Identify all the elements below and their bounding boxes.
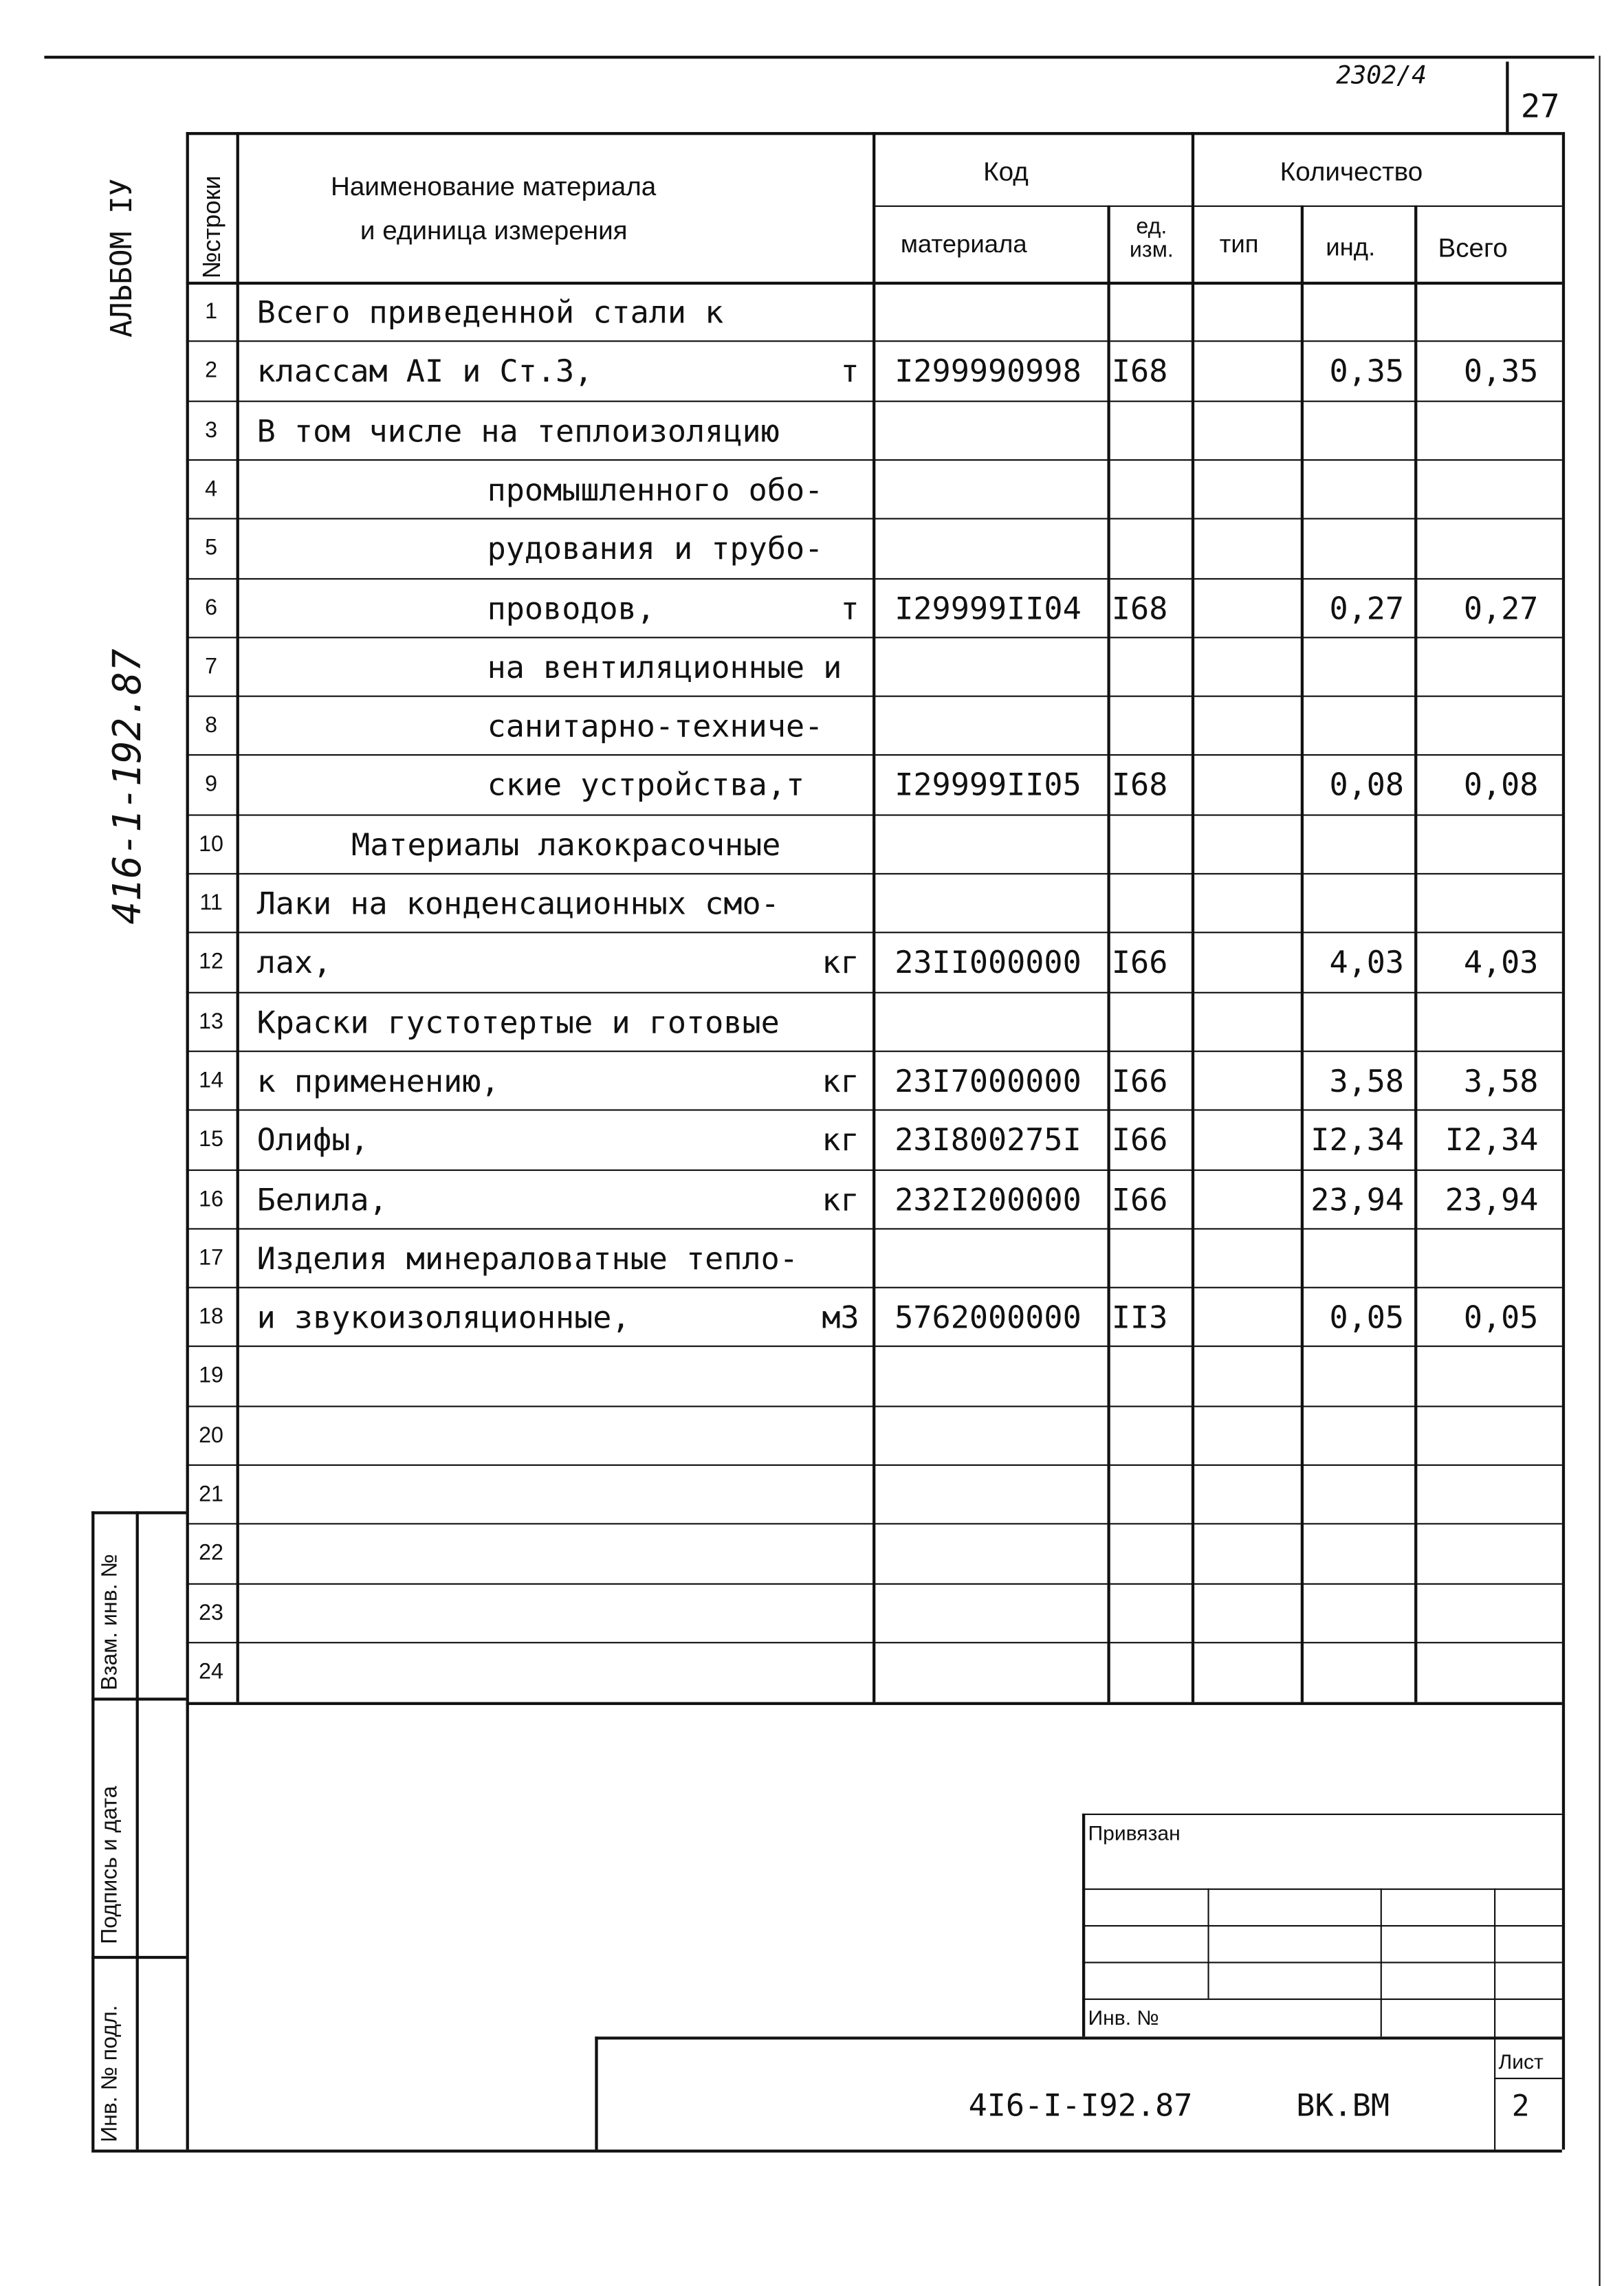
row-total: 0,08 (1463, 768, 1539, 804)
row-name: проводов, (487, 591, 655, 626)
stamp-top (91, 1511, 186, 1514)
sheet-number: 27 (1520, 89, 1560, 127)
side-label-original: Инв. № подл. (97, 2005, 123, 2142)
header-row-number: №строки (197, 175, 226, 279)
row-divider (186, 814, 1562, 815)
row-divider (186, 1051, 1562, 1052)
row-name: Олифы, (256, 1123, 369, 1158)
row-ind: 3,58 (1329, 1064, 1405, 1099)
tb-sheet-value: 2 (1511, 2087, 1530, 2124)
row-name: классам АI и Ст.3, (256, 353, 593, 390)
top-line (44, 56, 1594, 58)
table-rows-bottom (186, 1702, 1562, 1705)
row-divider (186, 991, 1562, 993)
tb-designation: 4I6-I-I92.87 (968, 2087, 1193, 2124)
row-name: и звукоизоляционные, (256, 1300, 630, 1336)
header-quantity: Количество (1280, 157, 1423, 187)
row-ind: 0,27 (1329, 591, 1405, 626)
top-right-border (1599, 56, 1600, 2286)
name-right (873, 132, 875, 1702)
row-name: Изделия минераловатные тепло- (256, 1241, 798, 1277)
row-divider (186, 459, 1562, 461)
row-name: Материалы лакокрасочные (351, 827, 781, 863)
tb-col-3 (1494, 1889, 1495, 2150)
row-number: 24 (199, 1659, 223, 1684)
row-divider (186, 578, 1562, 579)
row-unit: кг (822, 1064, 859, 1099)
row-divider (186, 1405, 1562, 1407)
tb-line-2 (1082, 1889, 1562, 1890)
row-divider (186, 637, 1562, 638)
row-code: I29999II04 (895, 591, 1082, 626)
row-number: 14 (199, 1068, 223, 1093)
row-number: 2 (205, 358, 218, 384)
row-total: 23,94 (1445, 1182, 1539, 1218)
row-eu: I66 (1111, 1182, 1168, 1218)
row-number: 15 (199, 1127, 223, 1152)
row-ind: 0,35 (1329, 353, 1405, 390)
row-total: 3,58 (1463, 1064, 1539, 1099)
header-code: Код (983, 157, 1029, 187)
album-label: АЛЬБОМ IУ (103, 178, 139, 338)
handwritten-code: 2302/4 (1336, 61, 1427, 91)
row-unit: кг (822, 945, 859, 981)
row-code: 23I7000000 (895, 1064, 1082, 1099)
row-number: 21 (199, 1482, 223, 1507)
row-eu: I68 (1111, 353, 1168, 390)
row-total: 4,03 (1463, 945, 1539, 981)
project-handwritten: 416-1-192.87 (106, 648, 151, 925)
row-total: 0,35 (1463, 353, 1539, 390)
tb-line-5 (1082, 1999, 1562, 2000)
tb-bound: Привязан (1088, 1821, 1181, 1845)
row-eu: I68 (1111, 768, 1168, 804)
row-name: промышленного обо- (487, 472, 824, 508)
row-number: 19 (199, 1363, 223, 1389)
header-name-line2: и единица измерения (360, 215, 628, 245)
row-divider (186, 696, 1562, 697)
page-bottom (91, 2150, 1562, 2153)
row-divider (186, 755, 1562, 756)
row-total: I2,34 (1445, 1123, 1539, 1158)
sheet-box-left (1506, 62, 1508, 132)
header-qty-ind: инд. (1326, 233, 1376, 261)
row-unit: м3 (822, 1300, 859, 1336)
stamp-div-2 (91, 1956, 186, 1959)
row-divider (186, 873, 1562, 875)
tb-main-left (595, 2036, 597, 2149)
row-name: Белила, (256, 1182, 388, 1218)
row-ind: 0,05 (1329, 1300, 1405, 1336)
header-bottom (186, 282, 1562, 285)
row-number: 10 (199, 831, 223, 857)
row-number: 9 (205, 772, 218, 798)
tb-col-1 (1207, 1889, 1209, 1999)
row-number: 17 (199, 1245, 223, 1271)
row-divider (186, 1169, 1562, 1170)
row-name: Краски густотертые и готовые (256, 1004, 780, 1040)
row-total: 0,05 (1463, 1300, 1539, 1336)
stamp-left-outer (91, 1511, 94, 2149)
stamp-left-inner (136, 1511, 139, 2149)
row-unit: кг (822, 1182, 859, 1218)
row-divider (186, 1583, 1562, 1584)
row-ind: I2,34 (1310, 1123, 1405, 1158)
tb-sheet-label: Лист (1498, 2049, 1544, 2074)
row-name: лах, (256, 945, 332, 981)
row-number: 3 (205, 417, 218, 443)
row-name: к применению, (256, 1064, 500, 1099)
row-ind: 4,03 (1329, 945, 1405, 981)
row-name: Всего приведенной стали к (256, 294, 724, 331)
row-number: 5 (205, 536, 218, 561)
row-code: 23II000000 (895, 945, 1082, 981)
rowcol-right (237, 132, 239, 1702)
row-eu: I66 (1111, 1123, 1168, 1158)
row-divider (186, 1287, 1562, 1288)
ind-right (1414, 206, 1417, 1702)
row-ind: 23,94 (1310, 1182, 1405, 1218)
row-code: I29999II05 (895, 768, 1082, 804)
row-divider (186, 1228, 1562, 1229)
tb-inv-no: Инв. № (1088, 2005, 1159, 2030)
stamp-div-1 (91, 1697, 186, 1700)
table-right (1562, 132, 1565, 2150)
row-number: 12 (199, 949, 223, 975)
row-number: 22 (199, 1541, 223, 1566)
row-code: 23I800275I (895, 1123, 1082, 1158)
row-eu: I66 (1111, 945, 1168, 981)
row-number: 1 (205, 299, 218, 325)
row-number: 18 (199, 1304, 223, 1330)
row-ind: 0,08 (1329, 768, 1405, 804)
row-name: санитарно-техниче- (487, 709, 824, 745)
row-unit: т (840, 353, 859, 390)
row-number: 11 (199, 890, 223, 916)
row-number: 23 (199, 1600, 223, 1625)
row-code: 232I200000 (895, 1182, 1082, 1218)
code-mat-right (1107, 206, 1110, 1702)
row-divider (186, 400, 1562, 402)
header-name-line1: Наименование материала (330, 171, 657, 201)
tb-line-4 (1082, 1961, 1562, 1963)
side-label-signature: Подпись и дата (97, 1785, 123, 1944)
row-eu: II3 (1111, 1300, 1168, 1336)
row-divider (186, 518, 1562, 520)
row-name: В том числе на теплоизоляцию (256, 413, 780, 449)
row-name: на вентиляционные и (487, 650, 842, 685)
row-total: 0,27 (1463, 591, 1539, 626)
row-number: 16 (199, 1186, 223, 1211)
row-eu: I66 (1111, 1064, 1168, 1099)
row-name: ские устройства,т (487, 768, 805, 804)
row-unit: т (840, 591, 859, 626)
row-number: 20 (199, 1422, 223, 1448)
tb-mark: ВК.ВМ (1296, 2087, 1390, 2124)
row-name: рудования и трубо- (487, 531, 824, 567)
row-name: Лаки на конденсационных смо- (256, 886, 780, 922)
header-code-material: материала (900, 230, 1027, 259)
row-code: I299990998 (895, 353, 1082, 390)
tb-line-3 (1082, 1925, 1562, 1926)
row-divider (186, 341, 1562, 342)
side-label-replace: Взам. инв. № (97, 1554, 123, 1691)
row-divider (186, 1464, 1562, 1466)
tb-sheet-line (1494, 2078, 1562, 2079)
row-number: 13 (199, 1009, 223, 1034)
row-divider (186, 932, 1562, 934)
row-number: 8 (205, 713, 218, 738)
row-divider (186, 1346, 1562, 1348)
row-number: 4 (205, 476, 218, 502)
code-right (1192, 132, 1194, 1702)
row-number: 7 (205, 654, 218, 679)
row-code: 5762000000 (895, 1300, 1082, 1336)
row-divider (186, 1642, 1562, 1643)
header-code-unit: ед. изм. (1129, 214, 1174, 263)
row-divider (186, 1524, 1562, 1525)
header-qty-type: тип (1219, 230, 1259, 259)
tb-col-2 (1381, 1889, 1382, 2037)
row-number: 6 (205, 595, 218, 620)
row-eu: I68 (1111, 591, 1168, 626)
header-qty-total: Всего (1438, 233, 1508, 263)
tb-main-top (595, 2036, 1561, 2039)
tb-line-1 (1082, 1814, 1562, 1815)
row-divider (186, 1110, 1562, 1111)
row-unit: кг (822, 1123, 859, 1158)
header-sub-line (873, 206, 1562, 207)
